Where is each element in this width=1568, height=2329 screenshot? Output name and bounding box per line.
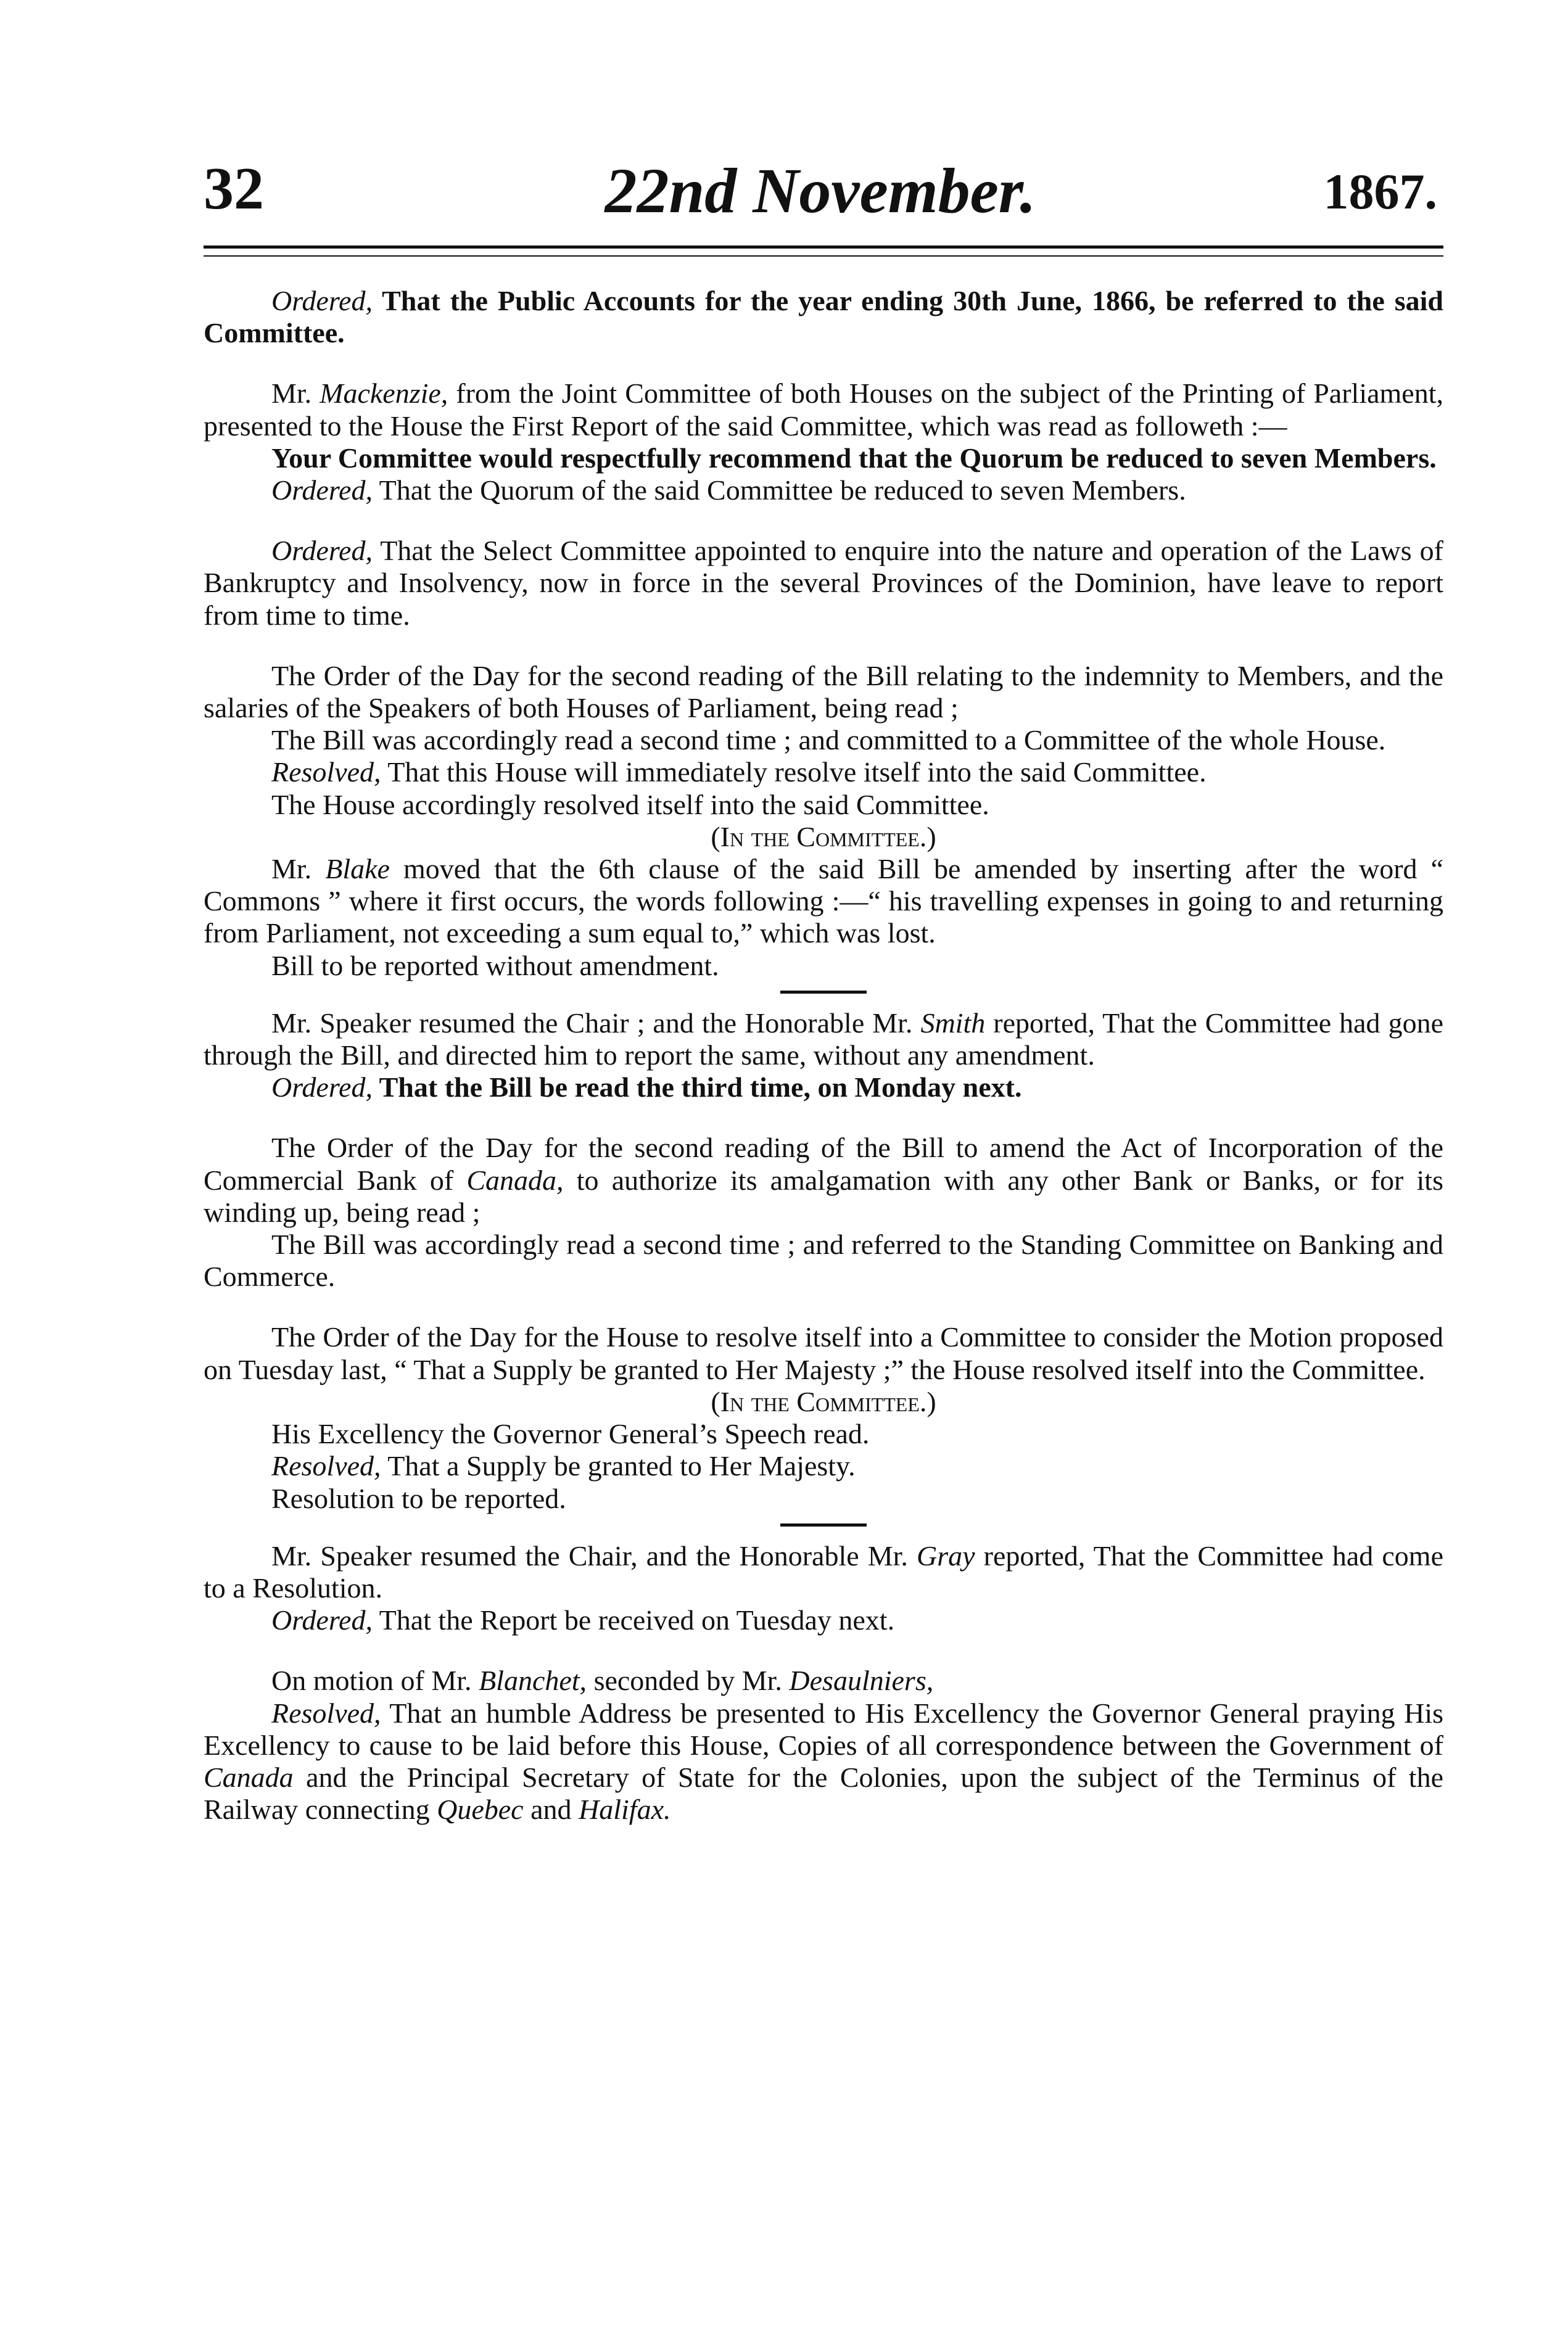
paragraph-p1: [204, 285, 1443, 349]
text-run: That a Supply be granted to Her Majesty.: [381, 1450, 856, 1482]
paragraph-p7: [204, 724, 1443, 756]
page-header: [204, 154, 1437, 226]
paragraph-p10: [204, 821, 1443, 853]
page-number: 32: [204, 155, 264, 222]
text-run: Resolved,: [271, 1450, 381, 1482]
text-run: On motion of Mr.: [271, 1665, 479, 1697]
text-run: seconded by Mr.: [587, 1665, 790, 1697]
text-run: Ordered,: [271, 285, 373, 316]
text-run: The Order of the Day for the second reading of the Bill to amend the Act of Incorporation of the Commercial Bank of: [204, 1132, 1443, 1196]
text-run: Blanchet,: [479, 1665, 587, 1697]
paragraph-p18: [204, 1386, 1443, 1418]
text-run: That the Report be received on Tuesday next.: [372, 1604, 895, 1636]
text-run: Ordered,: [271, 474, 373, 506]
text-run: Your Committee would respectfully recommend that the Quorum be reduced to seven Members.: [271, 442, 1437, 474]
text-run: Bill to be reported without amendment.: [271, 949, 719, 981]
text-run: That the Quorum of the said Committee be reduced to seven Members.: [372, 474, 1186, 506]
paragraph-p3: [204, 442, 1443, 474]
text-run: (In the Committee.): [711, 820, 936, 852]
paragraph-p12: [204, 950, 1443, 982]
text-run: Gray: [917, 1540, 975, 1572]
text-run: from the Joint Committee of both Houses on the subject of the Printing of Parliament, presented to the House the First Report of the said Committee, which was read as followeth :—: [204, 377, 1443, 442]
paragraph-p4: [204, 474, 1443, 506]
paragraph-p13: [204, 1007, 1443, 1071]
section-separator: [780, 1523, 867, 1527]
paragraph-p15: [204, 1132, 1443, 1229]
paragraph-p6: [204, 660, 1443, 724]
text-run: Desaulniers,: [789, 1665, 934, 1697]
paragraph-p17: [204, 1321, 1443, 1385]
text-run: Resolved,: [271, 1697, 381, 1729]
text-run: The Order of the Day for the second reading of the Bill relating to the indemnity to Members, and the salaries of the Speakers of both Houses of Parliament, being read ;: [204, 659, 1443, 724]
paragraph-p23: [204, 1604, 1443, 1636]
paragraph-p5: [204, 535, 1443, 632]
text-run: reported, That the Committee had come to a Resolution.: [204, 1540, 1443, 1604]
text-run: Ordered,: [271, 1071, 373, 1103]
text-run: to authorize its amalgamation with any other Bank or Banks, or for its winding up, being read ;: [204, 1164, 1443, 1228]
text-run: Mackenzie,: [320, 377, 448, 410]
paragraph-p2: [204, 377, 1443, 442]
text-run: Mr. Speaker resumed the Chair ; and the Honorable Mr.: [271, 1007, 921, 1039]
text-run: Resolution to be reported.: [271, 1482, 566, 1514]
paragraph-p25: [204, 1697, 1443, 1826]
text-run: That the Select Committee appointed to enquire into the nature and operation of the Laws of Bankruptcy and Insolvency, now in force in the several Provinces of the Dominion, have leave to report from time to time.: [204, 535, 1443, 631]
paragraph-p21: [204, 1483, 1443, 1515]
text-run: Mr.: [271, 853, 326, 885]
text-run: The Bill was accordingly read a second time ; and referred to the Standing Committee on Banking and Commerce.: [204, 1229, 1443, 1293]
text-run: The House accordingly resolved itself into the said Committee.: [271, 788, 989, 820]
paragraph-p11: [204, 853, 1443, 950]
text-run: His Excellency the Governor General’s Speech read.: [271, 1418, 870, 1450]
text-run: That an humble Address be presented to His Excellency the Governor General praying His Excellency to cause to be laid before this House, Copies of all correspondence between the Government of: [204, 1697, 1443, 1761]
text-run: Ordered,: [271, 1604, 373, 1636]
section-separator: [780, 991, 867, 994]
text-run: and the Principal Secretary of State for the Colonies, upon the subject of the Terminus of the Railway connecting: [204, 1761, 1443, 1826]
text-run: reported, That the Committee had gone through the Bill, and directed him to report the same, without any amendment.: [204, 1007, 1443, 1071]
text-run: The Bill was accordingly read a second time ; and committed to a Committee of the whole House.: [271, 724, 1386, 756]
text-run: That this House will immediately resolve itself into the said Committee.: [381, 756, 1207, 788]
paragraph-p9: [204, 789, 1443, 821]
paragraph-p8: [204, 756, 1443, 788]
header-year: 1867.: [1323, 163, 1437, 220]
text-run: Canada: [204, 1761, 294, 1793]
paragraph-p20: [204, 1450, 1443, 1482]
paragraph-p16: [204, 1229, 1443, 1293]
text-run: Halifax.: [579, 1794, 671, 1826]
paragraph-p14: [204, 1071, 1443, 1103]
text-run: (In the Committee.): [711, 1385, 936, 1417]
text-run: Mr. Speaker resumed the Chair, and the Honorable Mr.: [271, 1540, 917, 1572]
text-run: Blake: [325, 853, 390, 885]
text-run: and: [523, 1794, 579, 1826]
paragraph-p22: [204, 1540, 1443, 1604]
text-run: Ordered,: [271, 535, 373, 567]
text-run: Quebec: [437, 1794, 524, 1826]
paragraph-p24: [204, 1665, 1443, 1697]
paragraph-p19: [204, 1418, 1443, 1450]
text-run: Resolved,: [271, 756, 381, 788]
text-run: The Order of the Day for the House to resolve itself into a Committee to consider the Motion proposed on Tuesday last, “ That a Supply be granted to Her Majesty ;” the House resolved itself into the Committee.: [204, 1321, 1443, 1385]
header-date: 22nd November.: [605, 155, 1036, 226]
header-rule-thick: [204, 245, 1443, 249]
header-rule-thin: [204, 255, 1443, 257]
text-run: Mr.: [271, 377, 320, 410]
text-run: That the Public Accounts for the year ending 30th June, 1866, be referred to the said Committee.: [204, 285, 1443, 349]
text-run: That the Bill be read the third time, on Monday next.: [372, 1071, 1022, 1103]
text-run: Smith: [920, 1007, 986, 1039]
text-run: moved that the 6th clause of the said Bill be amended by inserting after the word “ Commons ” where it first occurs, the words following :—“ his travelling expenses in going to and returning from Parliament, not exceeding a sum equal to,” which was lost.: [204, 853, 1443, 949]
journal-body: [204, 285, 1443, 1826]
text-run: Canada,: [466, 1164, 564, 1196]
